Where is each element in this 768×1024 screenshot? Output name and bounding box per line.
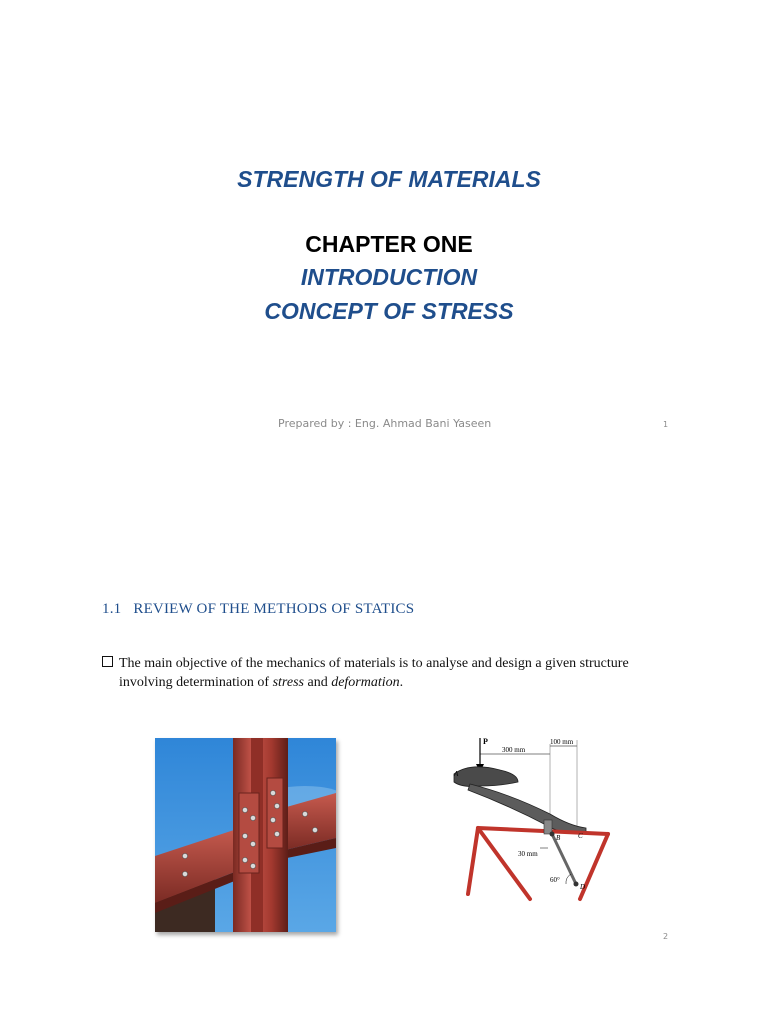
chapter-subtitle-introduction: INTRODUCTION [300,264,478,290]
point-a-label: A [454,770,459,778]
point-b-label: B [556,834,561,842]
chapter-heading: CHAPTER ONE [305,231,473,257]
bullet-text-and: and [303,675,332,690]
dim-30-label: 30 mm [518,850,538,858]
page-number: 1 [663,420,669,429]
bullet-line-1: The main objective of the mechanics of materials is to analyse and design a given structure [119,656,629,671]
bullet-text-period: . [399,675,404,690]
document-title: STRENGTH OF MATERIALS [237,166,541,192]
dim-300-label: 300 mm [502,746,526,754]
load-label: P [483,737,488,746]
author-footer: Prepared by : Eng. Ahmad Bani Yaseen [278,417,492,430]
point-d-label: D [580,883,586,891]
page-number: 2 [663,932,669,941]
bicycle-seat-diagram [440,734,615,909]
angle-label: 60° [550,876,560,884]
bullet-text: involving determination of [119,675,273,690]
steel-structure-photo [155,738,336,932]
bullet-line-2 [102,673,682,692]
checkbox-bullet-icon [102,656,113,667]
point-c-label: C [578,832,583,840]
section-title: REVIEW OF THE METHODS OF STATICS [133,601,415,617]
chapter-subtitle-concept: CONCEPT OF STRESS [264,298,514,324]
section-number: 1.1 [102,601,122,617]
bullet-paragraph [102,654,682,692]
emphasis-stress: stress [272,675,304,690]
emphasis-deformation: deformation [331,675,400,690]
section-heading [102,601,414,618]
slide-page-2 [0,512,768,1024]
dim-100-label: 100 mm [550,738,574,746]
